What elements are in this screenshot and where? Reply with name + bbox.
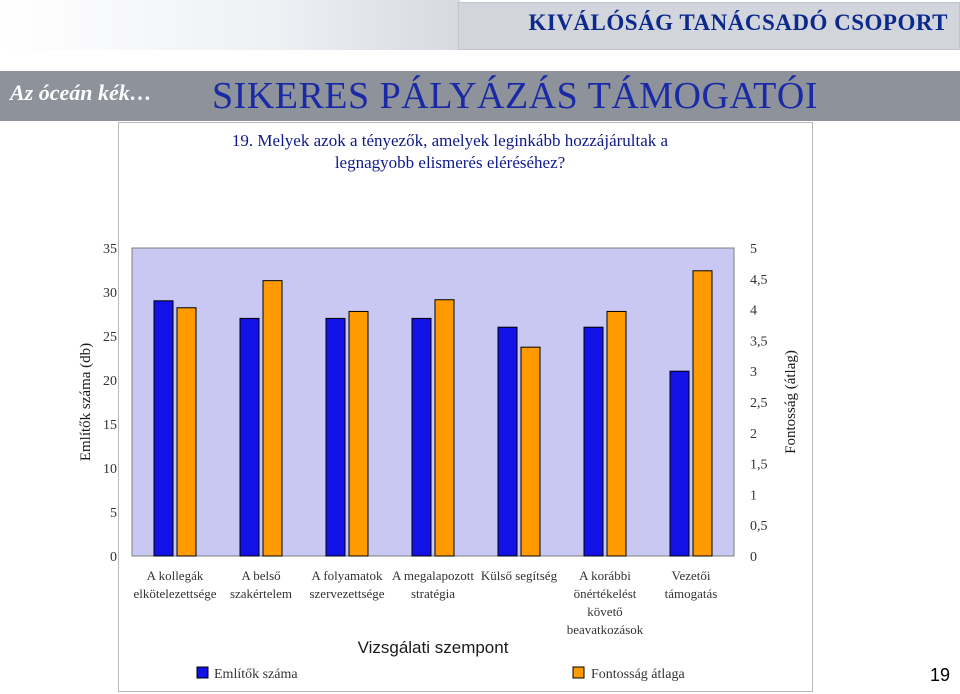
y2-tick-label: 0	[750, 550, 757, 565]
x-tick-label: Külső segítség	[480, 568, 558, 583]
plot-area	[132, 248, 734, 556]
bar-importance	[263, 281, 282, 556]
bar-importance	[177, 308, 196, 556]
chart-title-line-2: legnagyobb elismerés eléréséhez?	[334, 153, 566, 172]
bar-mentions	[584, 327, 603, 556]
x-tick-label: A megalapozott	[392, 568, 474, 583]
y-tick-label: 5	[110, 506, 117, 521]
x-tick-label: szervezettsége	[309, 586, 385, 601]
x-tick-label: Vezetői	[671, 568, 711, 583]
bar-importance	[349, 311, 368, 556]
x-tick-label: A folyamatok	[311, 568, 383, 583]
y-tick-label: 10	[103, 462, 117, 477]
y2-tick-label: 3	[750, 365, 757, 381]
legend-label-mentions: Említők száma	[214, 667, 298, 682]
x-tick-label: beavatkozások	[566, 622, 644, 637]
bar-importance	[521, 347, 540, 556]
y2-tick-label: 0,5	[750, 519, 768, 535]
legend-label-importance: Fontosság átlaga	[591, 667, 685, 682]
x-tick-label: A belső	[241, 568, 281, 583]
x-tick-label: támogatás	[664, 586, 718, 601]
bar-importance	[607, 311, 626, 556]
legend-swatch-importance	[573, 667, 584, 678]
y2-tick-label: 5	[750, 242, 757, 257]
x-tick-label: elkötelezettsége	[133, 586, 217, 601]
y2-tick-label: 1,5	[750, 457, 768, 473]
company-name: KIVÁLÓSÁG TANÁCSADÓ CSOPORT	[528, 10, 948, 35]
x-tick-label: stratégia	[410, 586, 456, 601]
y-tick-label: 25	[103, 330, 117, 345]
y-axis-title: Említők száma (db)	[78, 342, 94, 462]
bar-mentions	[498, 327, 517, 556]
main-title: SIKERES PÁLYÁZÁS TÁMOGATÓI	[212, 75, 818, 117]
page-number: 19	[929, 665, 950, 685]
x-tick-label: önértékelést	[573, 586, 637, 601]
bar-importance	[435, 300, 454, 556]
legend-swatch-mentions	[197, 667, 208, 678]
y-tick-label: 20	[103, 374, 117, 389]
bar-mentions	[240, 318, 259, 556]
chart-title-line-1: 19. Melyek azok a tényezők, amelyek leginkább hozzájárultak a	[231, 131, 669, 150]
bar-importance	[693, 271, 712, 556]
x-axis-title: Vizsgálati szempont	[357, 638, 509, 657]
y2-tick-label: 3,5	[750, 334, 768, 350]
y2-axis-title: Fontosság (átlag)	[783, 350, 799, 454]
x-tick-label: szakértelem	[229, 586, 293, 601]
bar-mentions	[154, 301, 173, 556]
bar-mentions	[326, 318, 345, 556]
y2-tick-label: 2	[750, 426, 757, 442]
y2-tick-label: 4,5	[750, 272, 768, 288]
x-tick-label: követő	[587, 604, 623, 619]
slogan: Az óceán kék…	[10, 80, 152, 105]
y-tick-label: 15	[103, 418, 117, 433]
y2-tick-label: 4	[750, 303, 757, 319]
y2-tick-label: 2,5	[750, 396, 768, 411]
y-tick-label: 30	[103, 286, 117, 301]
y-tick-label: 0	[110, 550, 117, 565]
y-tick-label: 35	[103, 242, 117, 257]
y2-tick-label: 1	[750, 488, 757, 504]
x-tick-label: A kollegák	[146, 568, 204, 583]
x-tick-label: A korábbi	[579, 568, 631, 583]
bar-mentions	[670, 371, 689, 556]
bar-mentions	[412, 318, 431, 556]
